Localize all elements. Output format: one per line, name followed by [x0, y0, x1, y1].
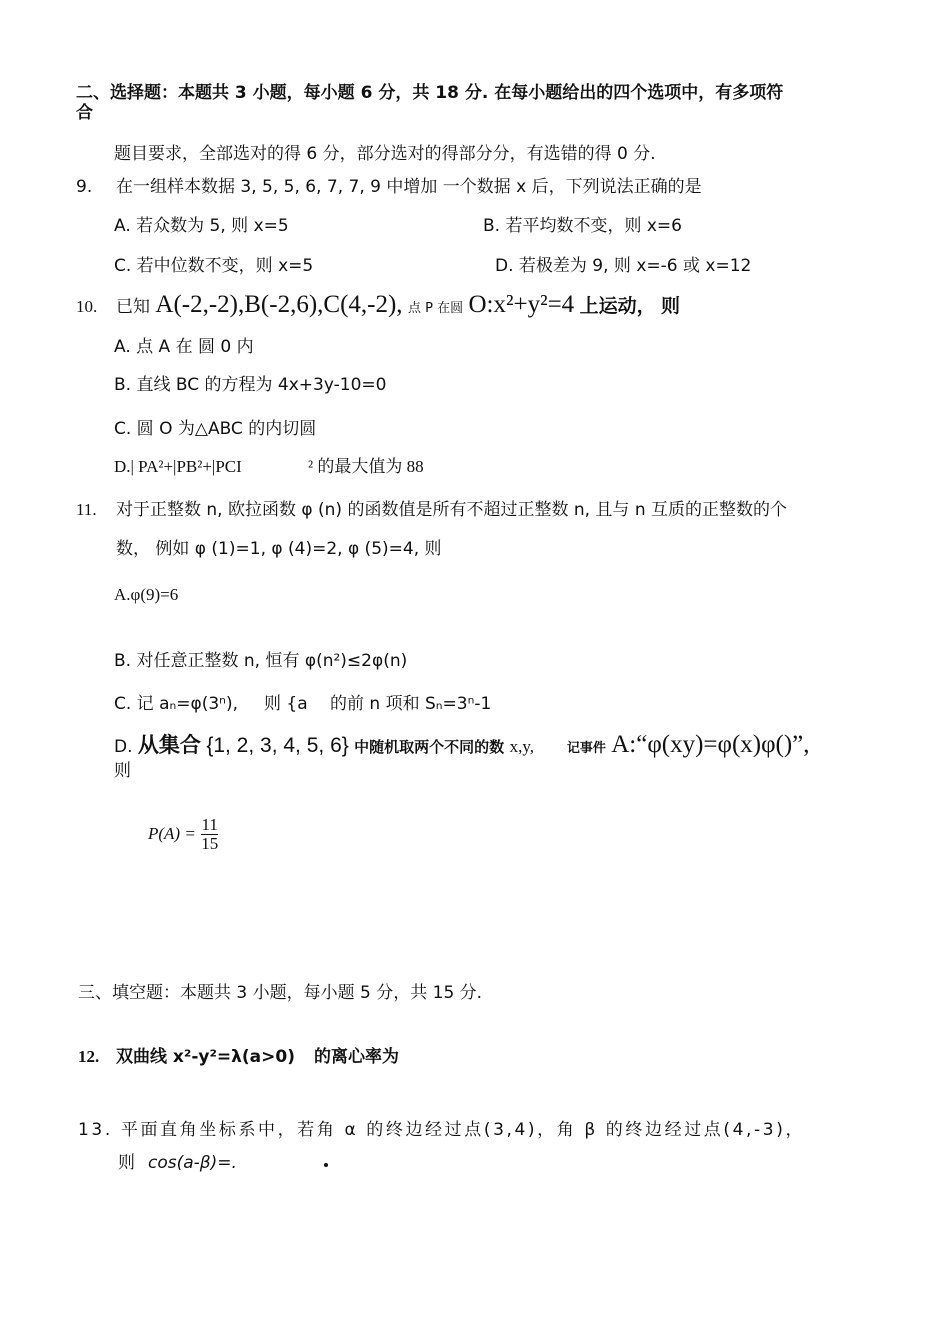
q11-stem-line2: 数， 例如 φ (1)=1, φ (4)=2, φ (5)=4, 则 — [116, 539, 442, 559]
q11-option-d — [114, 729, 810, 765]
q11-option-b: B. 对任意正整数 n, 恒有 φ(n²)≤2φ(n) — [114, 651, 408, 671]
q9-option-a: A. 若众数为 5, 则 x=5 — [114, 216, 289, 236]
q11-d-set: {1, 2, 3, 4, 5, 6} — [206, 734, 349, 757]
section-3-heading: 三、填空题：本题共 3 小题，每小题 5 分，共 15 分. — [78, 983, 483, 1003]
section-2-heading-line1-wrap: 合 — [76, 103, 93, 123]
section-2-heading-line1: 二、选择题：本题共 3 小题，每小题 6 分，共 18 分. 在每小题给出的四个选项中，有多项符 — [76, 83, 784, 103]
q10-post: 上运动， — [579, 295, 656, 317]
q10-option-d-part1: D.| PA²+|PB²+|PCI — [114, 457, 242, 476]
q11-d-event: 记事件 — [566, 741, 606, 756]
q10-option-b: B. 直线 BC 的方程为 4x+3y-10=0 — [114, 375, 387, 395]
q11-d-then: 则 — [114, 761, 131, 781]
q11-option-c-part2: 则 {a — [264, 694, 308, 714]
q11-d-xy: x,y, — [509, 737, 534, 756]
q10-option-a: A. 点 A 在 圆 0 内 — [114, 337, 254, 357]
q13-line1: 13. 平面直角坐标系中，若角 α 的终边经过点(3,4)，角 β 的终边经过点(4,-3)， — [78, 1120, 806, 1140]
q12-number: 12. — [78, 1047, 100, 1066]
section-2-heading-line2: 题目要求，全部选对的得 6 分，部分选对的得部分分，有选错的得 0 分. — [114, 144, 656, 164]
answer-blank-dot — [324, 1163, 328, 1167]
q9-option-b: B. 若平均数不变，则 x=6 — [483, 216, 682, 236]
q11-option-a: A.φ(9)=6 — [114, 585, 179, 604]
q9-option-d: D. 若极差为 9, 则 x=-6 或 x=12 — [495, 256, 752, 276]
q11-d-formula: A:“φ(xy)=φ(x)φ()”, — [611, 731, 810, 758]
q10-circle: O:x²+y²=4 — [468, 291, 575, 318]
q13-then: 则 — [118, 1153, 135, 1173]
q9-number: 9. — [76, 177, 93, 197]
q11-stem-line1: 对于正整数 n, 欧拉函数 φ (n) 的函数值是所有不超过正整数 n, 且与 n 互质的正整数的个 — [116, 500, 788, 520]
q11-d-from: 从集合 — [137, 733, 201, 757]
q11-number: 11. — [76, 500, 97, 519]
probability-fraction — [201, 816, 218, 853]
q9-option-c: C. 若中位数不变，则 x=5 — [114, 256, 314, 276]
q11-d-mid: 中随机取两个不同的数 — [354, 738, 505, 756]
q10-pre: 已知 — [116, 297, 150, 317]
q12-text: 双曲线 x²-y²=λ(a>0) — [116, 1047, 295, 1067]
q10-stem — [116, 288, 680, 326]
probability-left: P(A) = — [148, 824, 196, 843]
fraction-denominator: 15 — [201, 833, 219, 853]
q12-tail: 的离心率为 — [314, 1047, 399, 1067]
q11-option-c-part1: C. 记 aₙ=φ(3ⁿ), — [114, 694, 238, 714]
q11-d-label: D. — [114, 737, 133, 757]
q9-stem: 在一组样本数据 3, 5, 5, 6, 7, 7, 9 中增加 一个数据 x 后，下列说法正确的是 — [116, 177, 702, 197]
q10-number: 10. — [76, 297, 98, 316]
q11-option-c-part3: 的前 n 项和 Sₙ=3ⁿ-1 — [330, 694, 492, 714]
q11-probability — [148, 812, 218, 856]
q10-points: A(-2,-2),B(-2,6),C(4,-2), — [155, 291, 403, 318]
q10-then: 则 — [661, 295, 681, 317]
q10-mid: 点 P 在圆 — [407, 301, 464, 316]
q10-option-c: C. 圆 O 为△ABC 的内切圆 — [114, 419, 317, 439]
q13-expression: cos(a-β)=. — [148, 1153, 237, 1173]
q10-option-d-part2: ² 的最大值为 88 — [308, 457, 424, 476]
fraction-numerator: 11 — [201, 814, 218, 834]
